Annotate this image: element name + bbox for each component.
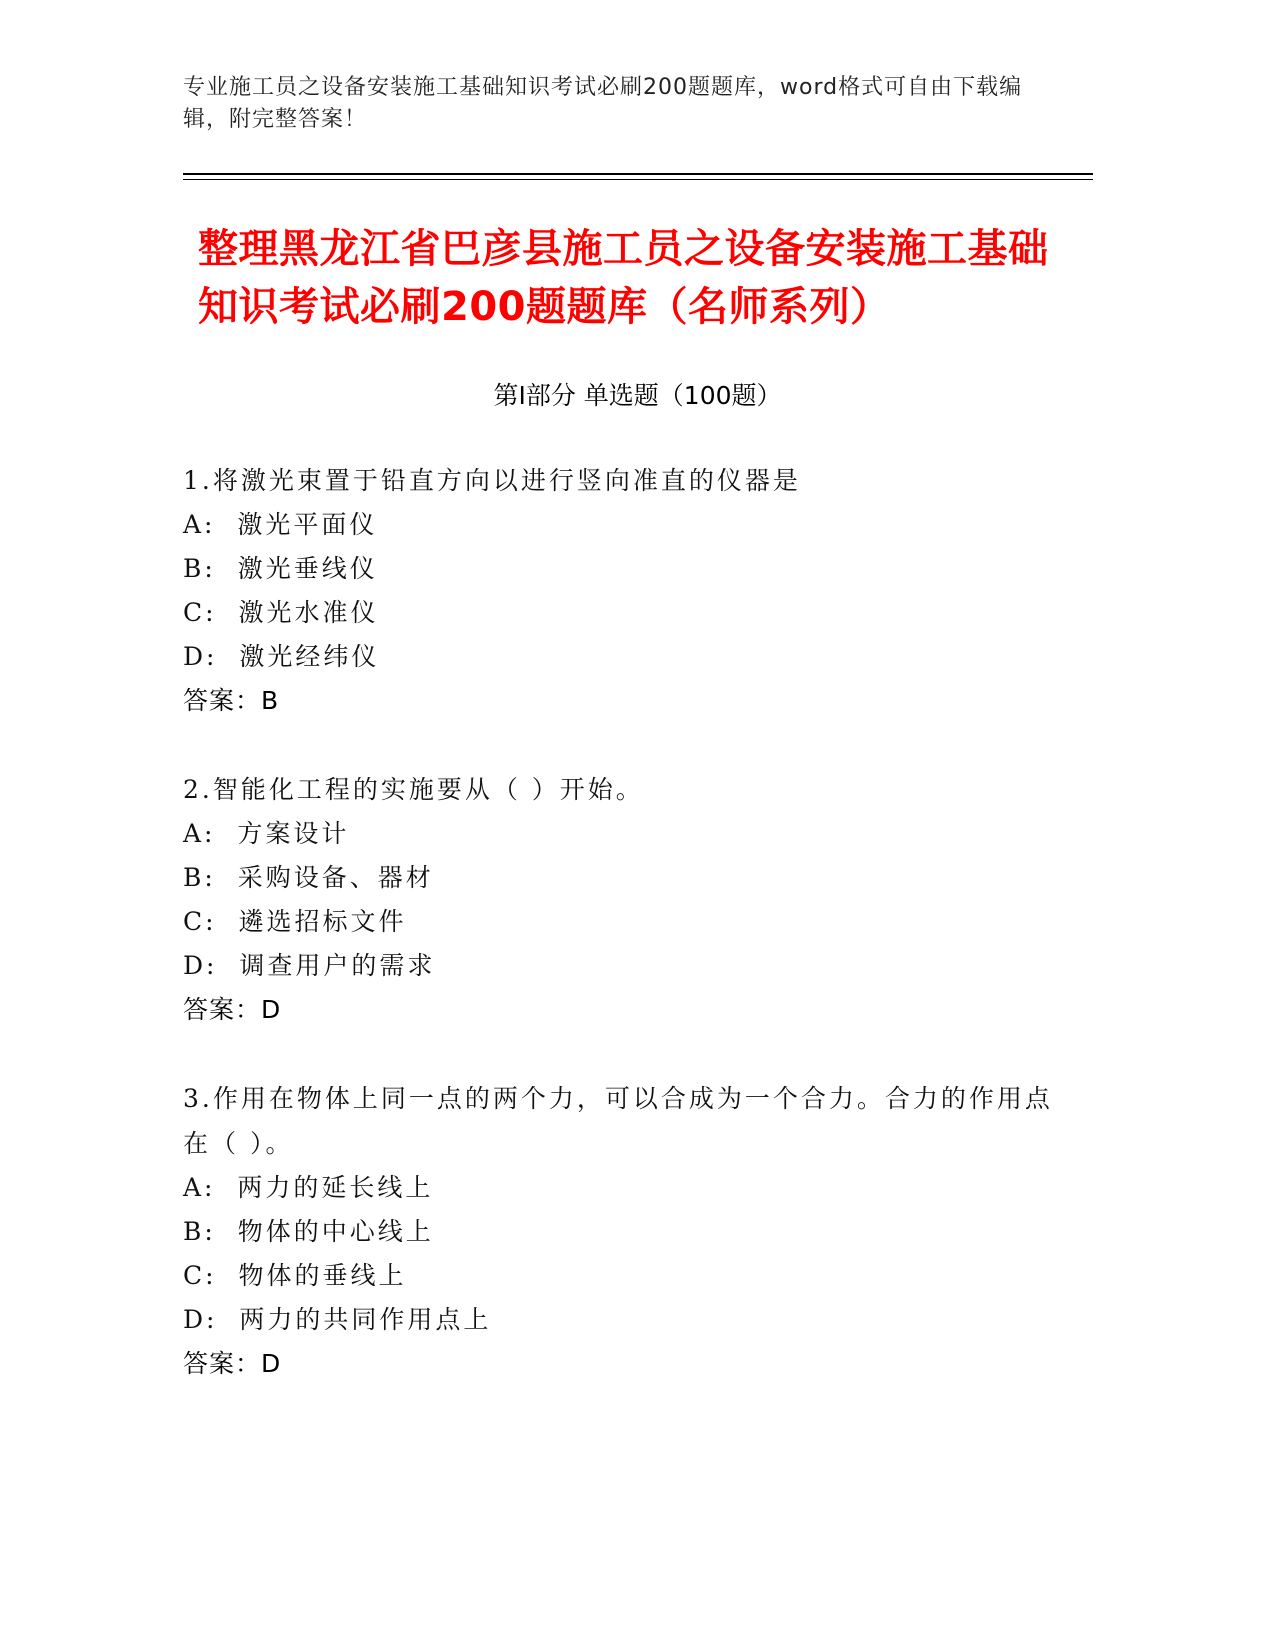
option-d: D: 激光经纬仪 [183,642,380,671]
option-b: B: 物体的中心线上 [183,1217,434,1246]
header-divider-thick [183,173,1093,175]
option-c: C: 激光水准仪 [183,598,379,627]
option-a: A: 方案设计 [183,819,350,848]
question-3 [183,1076,1063,1386]
option-b: B: 激光垂线仪 [183,554,378,583]
option-a: A: 两力的延长线上 [183,1173,434,1202]
answer: 答案：D [183,995,282,1024]
header-note: 专业施工员之设备安装施工基础知识考试必刷200题题库，word格式可自由下载编辑，附完整答案！ [183,75,1023,132]
question-1 [183,458,1063,723]
answer: 答案：B [183,686,280,715]
question-stem: 3.作用在物体上同一点的两个力，可以合成为一个合力。合力的作用点在（ ）。 [183,1084,1053,1158]
document-title: 整理黑龙江省巴彦县施工员之设备安装施工基础知识考试必刷200题题库（名师系列） [198,226,1049,330]
option-d: D: 调查用户的需求 [183,951,436,980]
question-stem: 2.智能化工程的实施要从（ ）开始。 [183,775,644,804]
option-c: C: 遴选招标文件 [183,907,407,936]
question-stem: 1.将激光束置于铅直方向以进行竖向准直的仪器是 [183,466,801,495]
option-a: A: 激光平面仪 [183,510,378,539]
question-list [183,458,1063,1430]
answer: 答案：D [183,1349,282,1378]
option-c: C: 物体的垂线上 [183,1261,407,1290]
option-b: B: 采购设备、器材 [183,863,434,892]
header-divider-thin [183,179,1093,180]
question-2 [183,767,1063,1032]
section-title: 第Ⅰ部分 单选题（100题） [493,381,782,410]
option-d: D: 两力的共同作用点上 [183,1305,492,1334]
